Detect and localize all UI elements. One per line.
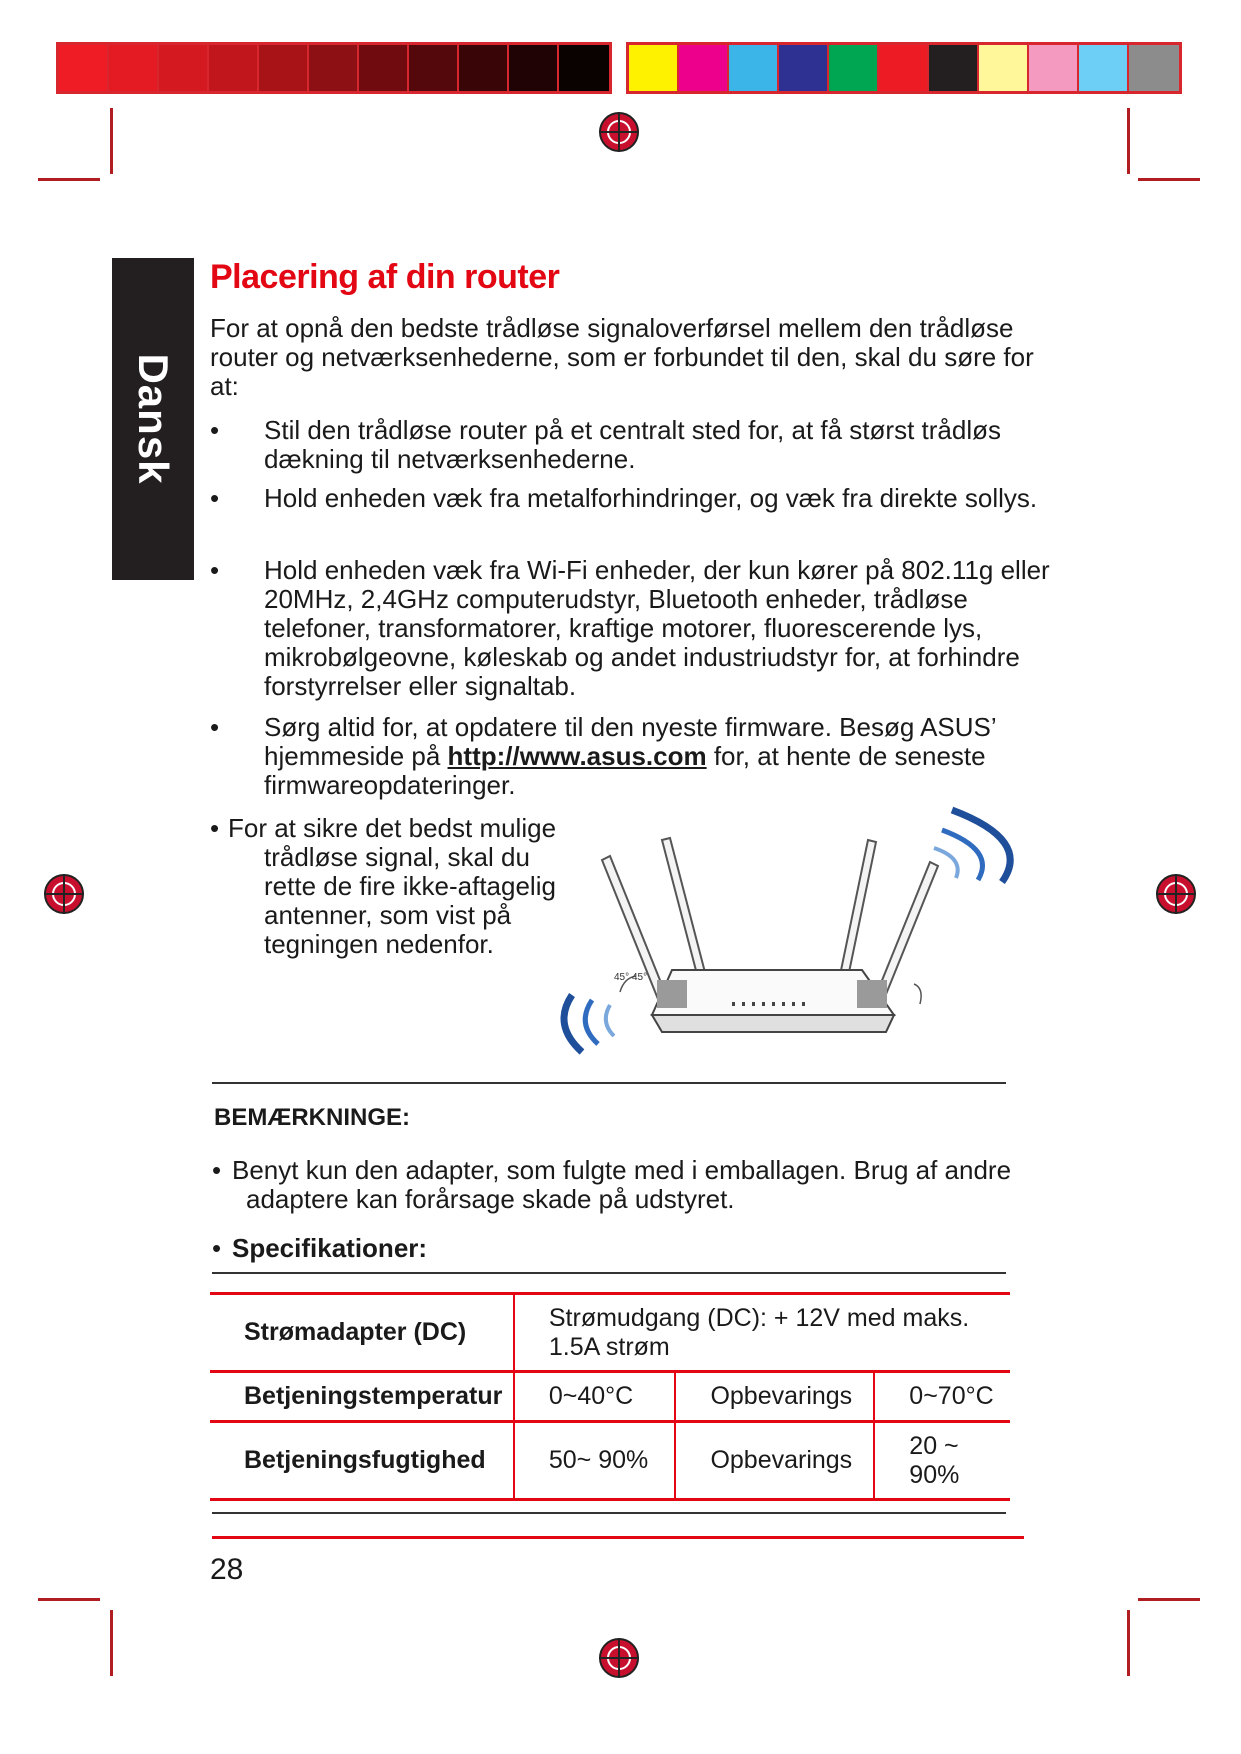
crop-mark: [38, 178, 100, 181]
color-swatch: [509, 45, 559, 91]
registration-mark-icon: [42, 872, 86, 916]
crop-mark: [110, 108, 113, 174]
registration-mark-icon: [597, 110, 641, 154]
color-swatch: [409, 45, 459, 91]
color-swatch: [979, 45, 1029, 91]
spec-heading: Specifikationer:: [232, 1233, 428, 1263]
list-item-text: Hold enheden væk fra metalforhindringer, og væk fra direkte sollys.: [264, 483, 1038, 513]
color-swatch: [1079, 45, 1129, 91]
color-swatch: [559, 45, 609, 91]
crop-mark: [110, 1610, 113, 1676]
rotate-arrow-icon: [914, 984, 921, 1004]
spec-table: [210, 1292, 1010, 1501]
color-swatch: [679, 45, 729, 91]
note-text: Benyt kun den adapter, som fulgte med i emballagen. Brug af andre adaptere kan forårsage skade på udstyret.: [232, 1155, 1012, 1214]
list-item-text: Hold enheden væk fra Wi-Fi enheder, der kun kører på 802.11g eller 20MHz, 2,4GHz computerudstyr, Bluetooth enheder, trådløse telefoner, transformatorer, kraftige motorer, fluorescerende lys, mikrobølgeovne, køleskab og andet industriudstyr for, at forhindre forstyrrelser eller signaltab.: [264, 555, 1050, 701]
color-swatch: [1029, 45, 1079, 91]
table-cell: 0~70°C: [874, 1372, 1010, 1422]
bullet-icon: •: [210, 483, 220, 513]
divider: [212, 1272, 1006, 1274]
color-swatch: [459, 45, 509, 91]
signal-wave-icon: [585, 1000, 598, 1044]
intro-paragraph: For at opnå den bedste trådløse signaloverførsel mellem den trådløse router og netværksenhederne, som er forbundet til den, skal du søre for at:: [210, 313, 1034, 401]
color-swatch: [779, 45, 829, 91]
crop-mark: [1127, 108, 1130, 174]
color-swatch: [1129, 45, 1179, 91]
crop-mark: [1138, 178, 1200, 181]
color-swatch: [309, 45, 359, 91]
color-swatch: [629, 45, 679, 91]
table-cell: Betjeningstemperatur: [210, 1372, 514, 1422]
crop-mark: [1138, 1598, 1200, 1601]
table-cell: Strømadapter (DC): [210, 1294, 514, 1372]
color-swatch: [879, 45, 929, 91]
table-row: [210, 1372, 1010, 1422]
list-item-text: Stil den trådløse router på et centralt sted for, at få størst trådløs dækning til netværksenhederne.: [264, 415, 1001, 474]
angle-label: 45°: [632, 972, 648, 983]
bullet-icon: •: [210, 712, 220, 742]
signal-wave-icon: [564, 995, 582, 1052]
language-tab-label: Dansk: [130, 353, 177, 485]
signal-wave-icon: [606, 1005, 614, 1036]
color-swatch: [729, 45, 779, 91]
antenna-instruction: For at sikre det bedst mulige trådløse signal, skal du rette de fire ikke-aftagelig antenner, som vist på tegningen nedenfor.: [228, 813, 557, 959]
firmware-text-before: Sørg altid for, at opdatere til den nyeste firmware. Besøg ASUS’ hjemmeside på: [264, 712, 996, 771]
table-cell: Opbevarings: [675, 1422, 874, 1500]
color-swatch: [359, 45, 409, 91]
table-cell: Strømudgang (DC): + 12V med maks. 1.5A strøm: [514, 1294, 1010, 1372]
registration-mark-icon: [1154, 872, 1198, 916]
asus-website-link[interactable]: http://www.asus.com: [447, 741, 707, 771]
color-swatch: [829, 45, 879, 91]
color-swatch: [59, 45, 109, 91]
router-illustration: [512, 800, 1032, 1070]
table-cell: Betjeningsfugtighed: [210, 1422, 514, 1500]
crop-mark: [38, 1598, 100, 1601]
bullet-icon: •: [212, 1233, 222, 1263]
color-swatch: [929, 45, 979, 91]
signal-wave-icon: [934, 848, 958, 878]
table-cell: 50~ 90%: [514, 1422, 676, 1500]
firmware-text-after: for, at hente de seneste firmwareopdateringer.: [264, 741, 986, 800]
notes-title: BEMÆRKNINGE:: [214, 1104, 410, 1131]
page-number: 28: [210, 1553, 244, 1586]
bullet-icon: •: [212, 1155, 222, 1185]
table-row: [210, 1294, 1010, 1372]
bullet-icon: •: [210, 555, 220, 585]
list-item-text: [264, 713, 1064, 800]
section-title: Placering af din router: [210, 258, 560, 296]
angle-label: 45°: [614, 972, 630, 983]
color-swatch: [159, 45, 209, 91]
table-row: [210, 1422, 1010, 1500]
table-cell: 20 ~ 90%: [874, 1422, 1010, 1500]
crop-mark: [1127, 1610, 1130, 1676]
registration-mark-icon: [597, 1636, 641, 1680]
color-swatch: [209, 45, 259, 91]
color-bar-left: [56, 42, 612, 94]
color-swatch: [109, 45, 159, 91]
language-tab: [112, 258, 194, 580]
bullet-icon: •: [210, 415, 220, 445]
divider: [212, 1536, 1024, 1539]
color-bar-right: [626, 42, 1182, 94]
table-cell: 0~40°C: [514, 1372, 676, 1422]
table-cell: Opbevarings: [675, 1372, 874, 1422]
bullet-icon: •: [210, 813, 220, 843]
divider: [212, 1082, 1006, 1084]
color-swatch: [259, 45, 309, 91]
divider: [212, 1512, 1006, 1514]
